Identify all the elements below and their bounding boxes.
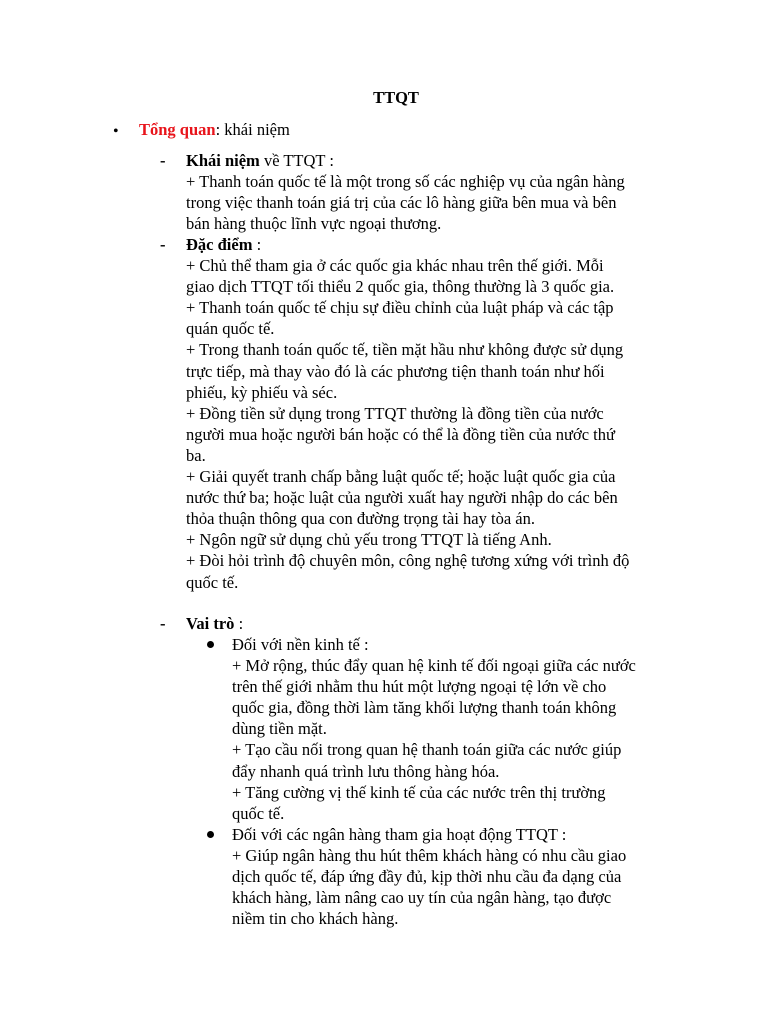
concept-heading xyxy=(186,150,625,171)
economy-heading: Đối với nền kinh tế : xyxy=(232,635,369,654)
features-line: thỏa thuận thông qua con đường trọng tài hay tòa án. xyxy=(186,509,535,529)
dash-icon: - xyxy=(160,614,166,633)
economy-line: + Tạo cầu nối trong quan hệ thanh toán giữa các nước giúp xyxy=(232,740,622,760)
concept-line: bán hàng thuộc lĩnh vực ngoại thương. xyxy=(186,214,442,234)
page-title: TTQT xyxy=(373,88,419,107)
dash-icon: - xyxy=(160,235,166,254)
bullet-dot-icon xyxy=(207,641,214,648)
banks-line: khách hàng, làm nâng cao uy tín của ngân hàng, tạo được xyxy=(232,888,612,908)
features-title: Đặc điểm xyxy=(186,235,253,254)
features-section xyxy=(186,234,629,593)
features-line: + Giải quyết tranh chấp bằng luật quốc tế; hoặc luật quốc gia của xyxy=(186,467,616,487)
overview-heading xyxy=(139,119,290,140)
features-line: + Đòi hỏi trình độ chuyên môn, công nghệ tương xứng với trình độ xyxy=(186,551,630,571)
banks-line: niềm tin cho khách hàng. xyxy=(232,909,399,929)
features-line: giao dịch TTQT tối thiểu 2 quốc gia, thông thường là 3 quốc gia. xyxy=(186,277,615,297)
features-line: + Trong thanh toán quốc tế, tiền mặt hầu như không được sử dụng xyxy=(186,340,624,360)
features-line: + Thanh toán quốc tế chịu sự điều chỉnh của luật pháp và các tập xyxy=(186,298,614,318)
banks-heading: Đối với các ngân hàng tham gia hoạt động TTQT : xyxy=(232,825,567,844)
economy-line: dùng tiền mặt. xyxy=(232,719,327,739)
features-line: phiếu, kỳ phiếu và séc. xyxy=(186,382,338,402)
dash-icon: - xyxy=(160,151,166,170)
concept-section xyxy=(186,150,625,234)
overview-rest: : khái niệm xyxy=(215,120,290,139)
economy-line: trên thế giới nhằm thu hút một lượng ngoại tệ lớn về cho xyxy=(232,677,607,697)
bullet-dot-icon xyxy=(207,831,214,838)
concept-rest: về TTQT : xyxy=(259,151,334,170)
features-line: trực tiếp, mà thay vào đó là các phương tiện thanh toán như hối xyxy=(186,361,605,381)
banks-line: dịch quốc tế, đáp ứng đầy đủ, kịp thời nhu cầu đa dạng của xyxy=(232,867,622,887)
role-title: Vai trò xyxy=(186,614,235,633)
economy-subsection xyxy=(232,634,636,824)
features-heading xyxy=(186,234,629,255)
overview-title: Tổng quan xyxy=(139,120,216,139)
features-rest: : xyxy=(252,235,262,254)
features-line: quốc tế. xyxy=(186,572,239,592)
concept-line: + Thanh toán quốc tế là một trong số các nghiệp vụ của ngân hàng xyxy=(186,172,625,192)
concept-line: trong việc thanh toán giá trị của các lô hàng giữa bên mua và bên xyxy=(186,193,617,213)
economy-line: đẩy nhanh quá trình lưu thông hàng hóa. xyxy=(232,761,500,781)
features-line: + Ngôn ngữ sử dụng chủ yếu trong TTQT là tiếng Anh. xyxy=(186,530,552,550)
role-section xyxy=(186,613,243,634)
features-line: người mua hoặc người bán hoặc có thể là đồng tiền của nước thứ xyxy=(186,424,615,444)
role-rest: : xyxy=(234,614,244,633)
role-heading xyxy=(186,613,243,634)
economy-line: + Mở rộng, thúc đẩy quan hệ kinh tế đối ngoại giữa các nước xyxy=(232,656,636,676)
bullet-icon: • xyxy=(113,123,119,140)
economy-line: quốc tế. xyxy=(232,803,285,823)
features-line: ba. xyxy=(186,445,206,465)
features-line: + Chủ thể tham gia ở các quốc gia khác nhau trên thế giới. Mỗi xyxy=(186,256,604,276)
features-line: nước thứ ba; hoặc luật của người xuất hay người nhập do các bên xyxy=(186,488,618,508)
features-line: + Đồng tiền sử dụng trong TTQT thường là đồng tiền của nước xyxy=(186,403,604,423)
features-line: quán quốc tế. xyxy=(186,319,275,339)
banks-subsection xyxy=(232,824,626,929)
concept-title: Khái niệm xyxy=(186,151,260,170)
banks-line: + Giúp ngân hàng thu hút thêm khách hàng có nhu cầu giao xyxy=(232,846,627,866)
economy-line: quốc gia, đồng thời làm tăng khối lượng thanh toán không xyxy=(232,698,617,718)
economy-line: + Tăng cường vị thế kinh tế của các nước trên thị trường xyxy=(232,782,606,802)
